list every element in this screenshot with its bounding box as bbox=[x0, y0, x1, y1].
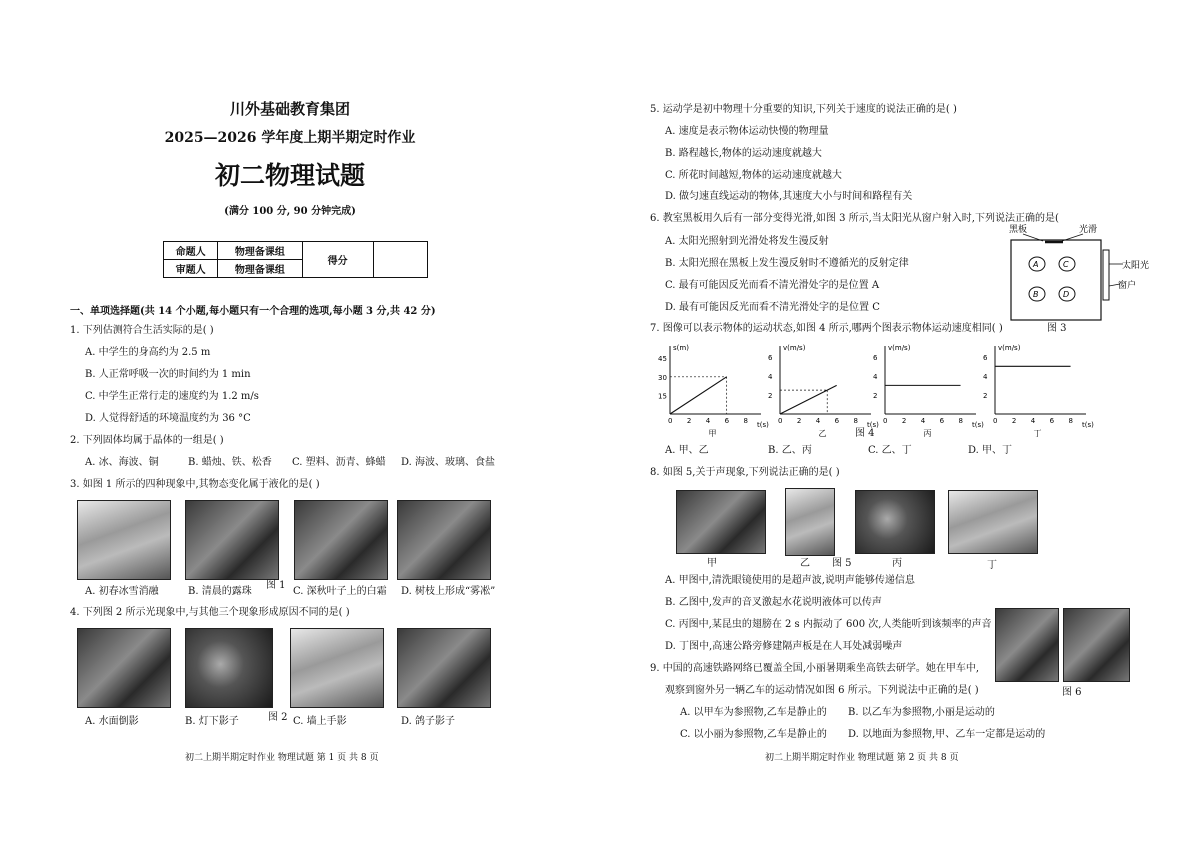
board-label: 黑板 bbox=[1009, 225, 1028, 235]
q6-option-d[interactable]: D. 最有可能因反光而看不清光滑处字的是位置 C bbox=[665, 302, 880, 313]
q1-option-d[interactable]: D. 人觉得舒适的环境温度约为 36 °C bbox=[85, 413, 251, 424]
q8-caption-ding: 丁 bbox=[987, 560, 997, 571]
graph-x-tick: 8 bbox=[853, 417, 859, 425]
graph-x-tick: 2 bbox=[901, 417, 907, 425]
graph-y-tick: 6 bbox=[873, 353, 878, 362]
q9-option-c[interactable]: C. 以小丽为参照物,乙车是静止的 bbox=[680, 729, 827, 740]
graph-y-tick: 2 bbox=[873, 391, 878, 400]
q2-option-c[interactable]: C. 塑料、沥青、蜂蜡 bbox=[292, 457, 386, 468]
graph-y-label: v(m/s) bbox=[783, 344, 806, 352]
graph-x-tick: 4 bbox=[815, 417, 821, 425]
q3-photo-d bbox=[397, 500, 491, 580]
q8-caption-yi: 乙 bbox=[800, 558, 810, 569]
q3-option-d[interactable]: D. 树枝上形成“雾凇” bbox=[401, 586, 496, 597]
graph-y-label: s(m) bbox=[673, 344, 689, 352]
graph-x-tick: 6 bbox=[1049, 417, 1055, 425]
q4-option-b[interactable]: B. 灯下影子 bbox=[185, 716, 239, 727]
graph-line bbox=[780, 385, 837, 414]
graph-line bbox=[670, 377, 727, 414]
score-label: 得分 bbox=[302, 242, 373, 278]
q1-stem: 1. 下列估测符合生活实际的是( ) bbox=[70, 325, 214, 336]
motion-graphs bbox=[650, 338, 1110, 438]
position-d-label: D bbox=[1063, 290, 1070, 299]
graph-x-label: t(s) bbox=[757, 421, 769, 429]
graph-caption: 丙 bbox=[923, 429, 932, 438]
position-c-label: C bbox=[1063, 260, 1069, 269]
q8-caption-bing: 丙 bbox=[892, 558, 902, 569]
q1-option-c[interactable]: C. 中学生正常行走的速度约为 1.2 m/s bbox=[85, 391, 259, 402]
q8-option-a[interactable]: A. 甲图中,清洗眼镜使用的是超声波,说明声能够传递信息 bbox=[665, 575, 915, 586]
q8-photo-yi bbox=[785, 488, 835, 556]
graph-x-label: t(s) bbox=[972, 421, 984, 429]
q1-option-a[interactable]: A. 中学生的身高约为 2.5 m bbox=[85, 347, 211, 358]
q2-option-a[interactable]: A. 冰、海波、铜 bbox=[85, 457, 159, 468]
q7-option-c[interactable]: C. 乙、丁 bbox=[868, 445, 912, 456]
q8-stem: 8. 如图 5,关于声现象,下列说法正确的是( ) bbox=[650, 467, 840, 478]
q5-option-b[interactable]: B. 路程越长,物体的运动速度就越大 bbox=[665, 148, 822, 159]
q8-option-b[interactable]: B. 乙图中,发声的音叉激起水花说明液体可以传声 bbox=[665, 597, 882, 608]
q4-photo-a bbox=[77, 628, 171, 708]
graph-x-tick: 8 bbox=[1068, 417, 1074, 425]
graph-caption: 甲 bbox=[708, 429, 717, 438]
figure-6-label: 图 6 bbox=[1062, 687, 1082, 698]
info-table bbox=[163, 241, 428, 278]
q7-option-d[interactable]: D. 甲、丁 bbox=[968, 445, 1013, 456]
right-footer: 初二上期半期定时作业 物理试题 第 2 页 共 8 页 bbox=[765, 753, 959, 763]
q9-train-photo-2 bbox=[1063, 608, 1130, 682]
q7-option-a[interactable]: A. 甲、乙 bbox=[665, 445, 709, 456]
reviewer-value: 物理备课组 bbox=[218, 260, 302, 278]
graph-x-label: t(s) bbox=[867, 421, 879, 429]
q9-option-a[interactable]: A. 以甲车为参照物,乙车是静止的 bbox=[680, 707, 827, 718]
graph-x-tick: 6 bbox=[834, 417, 840, 425]
graph-y-tick: 30 bbox=[658, 373, 667, 382]
q9-option-d[interactable]: D. 以地面为参照物,甲、乙车一定都是运动的 bbox=[848, 729, 1046, 740]
section-heading: 一、单项选择题(共 14 个小题,每小题只有一个合理的选项,每小题 3 分,共 42 分) bbox=[70, 306, 436, 317]
graph-y-tick: 2 bbox=[983, 391, 988, 400]
author-label: 命题人 bbox=[164, 242, 218, 260]
q4-option-a[interactable]: A. 水面倒影 bbox=[85, 716, 139, 727]
position-b-label: B bbox=[1033, 290, 1039, 299]
term-line: 2025—2026 学年度上期半期定时作业 bbox=[164, 130, 416, 146]
q6-option-b[interactable]: B. 太阳光照在黑板上发生漫反射时不遵循光的反射定律 bbox=[665, 258, 909, 269]
q9-stem-line2: 观察到窗外另一辆乙车的运动情况如图 6 所示。下列说法中正确的是( ) bbox=[665, 685, 979, 696]
figure-5-label: 图 5 bbox=[832, 558, 852, 569]
graph-y-label: v(m/s) bbox=[998, 344, 1021, 352]
school-name: 川外基础教育集团 bbox=[229, 100, 350, 118]
q8-photo-bing bbox=[855, 490, 935, 554]
q6-stem: 6. 教室黑板用久后有一部分变得光滑,如图 3 所示,当太阳光从窗户射入时,下列说法正确的是( bbox=[650, 213, 1059, 224]
q9-stem-line1: 9. 中国的高速铁路网络已覆盖全国,小丽暑期乘坐高铁去研学。她在甲车中, bbox=[650, 663, 980, 674]
author-value: 物理备课组 bbox=[218, 242, 302, 260]
graph-x-tick: 2 bbox=[796, 417, 802, 425]
q2-stem: 2. 下列固体均属于晶体的一组是( ) bbox=[70, 435, 224, 446]
q8-photo-ding bbox=[948, 490, 1038, 554]
graph-x-tick: 0 bbox=[668, 417, 673, 425]
graph-x-tick: 8 bbox=[958, 417, 964, 425]
reviewer-label: 审题人 bbox=[164, 260, 218, 278]
exam-subtitle: (满分 100 分, 90 分钟完成) bbox=[224, 206, 356, 217]
graph-y-tick: 45 bbox=[658, 355, 667, 364]
graph-x-tick: 4 bbox=[1030, 417, 1036, 425]
q3-stem: 3. 如图 1 所示的四种现象中,其物态变化属于液化的是( ) bbox=[70, 479, 320, 490]
q5-option-d[interactable]: D. 做匀速直线运动的物体,其速度大小与时间和路程有关 bbox=[665, 191, 913, 202]
q8-photo-jia bbox=[676, 490, 766, 554]
graph-caption: 乙 bbox=[818, 429, 827, 438]
sunlight-label: 太阳光 bbox=[1122, 261, 1150, 271]
q9-train-photo-1 bbox=[995, 608, 1059, 682]
figure-1-label: 图 1 bbox=[266, 580, 286, 591]
q3-photo-c bbox=[294, 500, 388, 580]
q8-caption-jia: 甲 bbox=[707, 558, 717, 569]
graph-x-tick: 8 bbox=[743, 417, 749, 425]
q4-photo-d bbox=[397, 628, 491, 708]
graph-y-tick: 4 bbox=[983, 372, 988, 381]
q7-option-b[interactable]: B. 乙、丙 bbox=[768, 445, 812, 456]
figure-2-label: 图 2 bbox=[268, 712, 288, 723]
position-a-label: A bbox=[1033, 260, 1039, 269]
q2-option-d[interactable]: D. 海波、玻璃、食盐 bbox=[401, 457, 496, 468]
q4-option-d[interactable]: D. 鸽子影子 bbox=[401, 716, 456, 727]
blackboard-diagram bbox=[1005, 222, 1155, 322]
q8-option-c[interactable]: C. 丙图中,某昆虫的翅膀在 2 s 内振动了 600 次,人类能听到该频率的声音 bbox=[665, 619, 992, 630]
graph-x-tick: 4 bbox=[705, 417, 711, 425]
score-box[interactable] bbox=[373, 242, 427, 278]
graph-x-tick: 4 bbox=[920, 417, 926, 425]
graph-y-tick: 6 bbox=[768, 353, 773, 362]
graph-y-label: v(m/s) bbox=[888, 344, 911, 352]
graph-x-tick: 6 bbox=[724, 417, 730, 425]
q1-option-b[interactable]: B. 人正常呼吸一次的时间约为 1 min bbox=[85, 369, 251, 380]
q5-stem: 5. 运动学是初中物理十分重要的知识,下列关于速度的说法正确的是( ) bbox=[650, 104, 957, 115]
q3-photo-a bbox=[77, 500, 171, 580]
graph-y-tick: 2 bbox=[768, 391, 773, 400]
q4-photo-c bbox=[290, 628, 384, 708]
graph-y-tick: 4 bbox=[873, 372, 878, 381]
graph-y-tick: 4 bbox=[768, 372, 773, 381]
figure-3-label: 图 3 bbox=[1047, 323, 1067, 334]
q4-stem: 4. 下列图 2 所示光现象中,与其他三个现象形成原因不同的是( ) bbox=[70, 607, 350, 618]
graph-x-tick: 0 bbox=[778, 417, 783, 425]
q3-option-b[interactable]: B. 清晨的露珠 bbox=[188, 586, 252, 597]
graph-caption: 丁 bbox=[1033, 429, 1042, 438]
q7-stem: 7. 图像可以表示物体的运动状态,如图 4 所示,哪两个图表示物体运动速度相同( ) bbox=[650, 323, 1003, 334]
graph-x-label: t(s) bbox=[1082, 421, 1094, 429]
q5-option-a[interactable]: A. 速度是表示物体运动快慢的物理量 bbox=[665, 126, 829, 137]
q5-option-c[interactable]: C. 所花时间越短,物体的运动速度就越大 bbox=[665, 170, 842, 181]
graph-y-tick: 15 bbox=[658, 392, 667, 401]
page-title: 初二物理试题 bbox=[214, 161, 365, 190]
q3-photo-b bbox=[185, 500, 279, 580]
q8-option-d[interactable]: D. 丁图中,高速公路旁修建隔声板是在人耳处减弱噪声 bbox=[665, 641, 903, 652]
figure-4-label: 图 4 bbox=[855, 428, 875, 439]
graph-y-tick: 6 bbox=[983, 353, 988, 362]
smooth-label: 光滑 bbox=[1079, 225, 1098, 235]
q6-option-c[interactable]: C. 最有可能因反光而看不清光滑处字的是位置 A bbox=[665, 280, 880, 291]
q3-option-c[interactable]: C. 深秋叶子上的白霜 bbox=[293, 586, 387, 597]
q6-option-a[interactable]: A. 太阳光照射到光滑处将发生漫反射 bbox=[665, 236, 829, 247]
q3-option-a[interactable]: A. 初春冰雪消融 bbox=[85, 586, 159, 597]
graph-x-tick: 2 bbox=[686, 417, 692, 425]
graph-x-tick: 0 bbox=[993, 417, 998, 425]
q2-option-b[interactable]: B. 蜡烛、铁、松香 bbox=[188, 457, 272, 468]
left-footer: 初二上期半期定时作业 物理试题 第 1 页 共 8 页 bbox=[185, 753, 379, 763]
q4-photo-b bbox=[185, 628, 273, 708]
q4-option-c[interactable]: C. 墙上手影 bbox=[293, 716, 347, 727]
q9-option-b[interactable]: B. 以乙车为参照物,小丽是运动的 bbox=[848, 707, 995, 718]
window-label: 窗户 bbox=[1118, 281, 1137, 291]
graph-x-tick: 0 bbox=[883, 417, 888, 425]
graph-x-tick: 6 bbox=[939, 417, 945, 425]
graph-x-tick: 2 bbox=[1011, 417, 1017, 425]
